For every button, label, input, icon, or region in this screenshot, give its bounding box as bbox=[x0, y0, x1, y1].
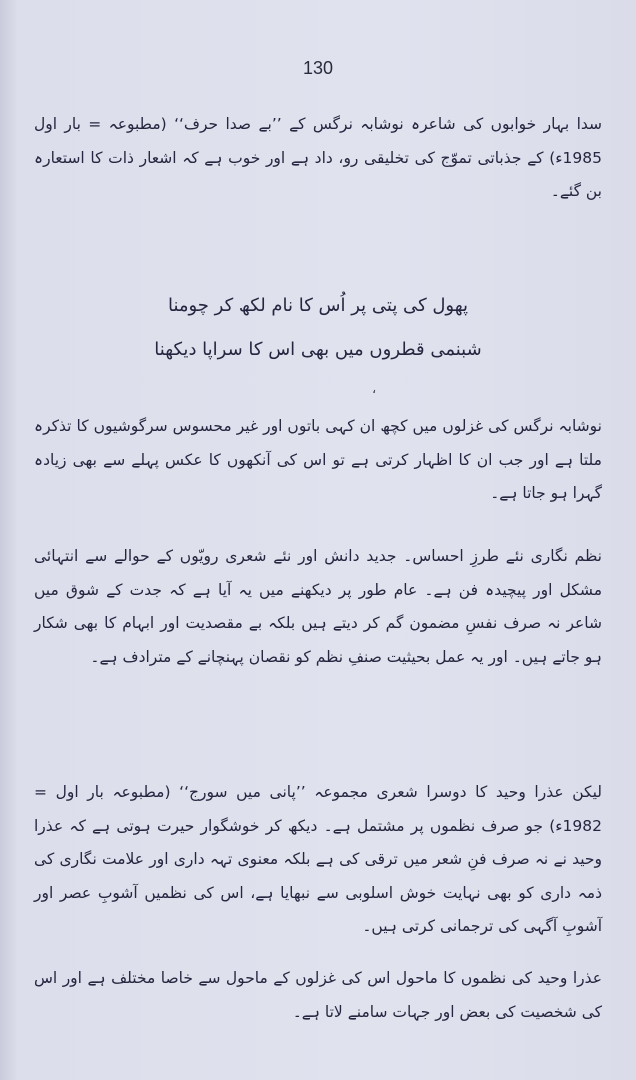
verse-couplet bbox=[60, 284, 576, 372]
page-number: 130 bbox=[302, 58, 334, 78]
verse-line-2: شبنمی قطروں میں بھی اس کا سراپا دیکھنا bbox=[154, 339, 482, 360]
comma-mark: ، bbox=[372, 382, 377, 397]
verse-line-1: پھول کی پتی پر اُس کا نام لکھ کر چومنا bbox=[167, 295, 469, 316]
paragraph-4: لیکن عذرا وحید کا دوسرا شعری مجموعہ ’’پانی میں سورج‘‘ (مطبوعہ بار اول = 1982ء) جو صرف نظموں پر مشتمل ہے۔ دیکھ کر خوشگوار حیرت ہوتی ہے کہ عذرا وحید نے نہ صرف فنِ شعر میں ترقی کی ہے بلکہ معنوی تہہ داری اور علامت نگاری کی ذمہ داری کو بھی نہایت خوش اسلوبی سے نبھایا ہے، اس کی نظمیں آشوبِ عصر اور آشوبِ آگہی کی ترجمانی کرتی ہیں۔ bbox=[34, 783, 602, 935]
paragraph-3: نظم نگاری نئے طرزِ احساس۔ جدید دانش اور نئے شعری رویّوں کے حوالے سے انتہائی مشکل اور پیچیدہ فن ہے۔ عام طور پر دیکھنے میں یہ آیا ہے کہ جدت کے شوق میں شاعر نہ صرف نفسِ مضمون گم کر دیتے ہیں بلکہ بے مقصدیت اور ابہام کا بھی شکار ہو جاتے ہیں۔ اور یہ عمل بحیثیت صنفِ نظم کو نقصان پہنچانے کے مترادف ہے۔ bbox=[34, 547, 602, 666]
paragraph-1: سدا بہار خوابوں کی شاعرہ نوشابہ نرگس کے ’’بے صدا حرف‘‘ (مطبوعہ = بار اول 1985ء) کے جذباتی تموّج کی تخلیقی رو، داد ہے اور خوب ہے کہ اشعار ذات کا استعارہ بن گئے۔ bbox=[34, 115, 602, 200]
paragraph-5: عذرا وحید کی نظموں کا ماحول اس کی غزلوں کے ماحول سے خاصا مختلف ہے اور اس کی شخصیت کی بعض اور جہات سامنے لاتا ہے۔ bbox=[34, 969, 602, 1021]
paragraph-2: نوشابہ نرگس کی غزلوں میں کچھ ان کہی باتوں اور غیر محسوس سرگوشیوں کا تذکرہ ملتا ہے اور جب ان کا اظہار کرتی ہے تو اس کی آنکھوں کا عکس پہلے سے بھی زیادہ گہرا ہو جاتا ہے۔ bbox=[34, 417, 602, 502]
